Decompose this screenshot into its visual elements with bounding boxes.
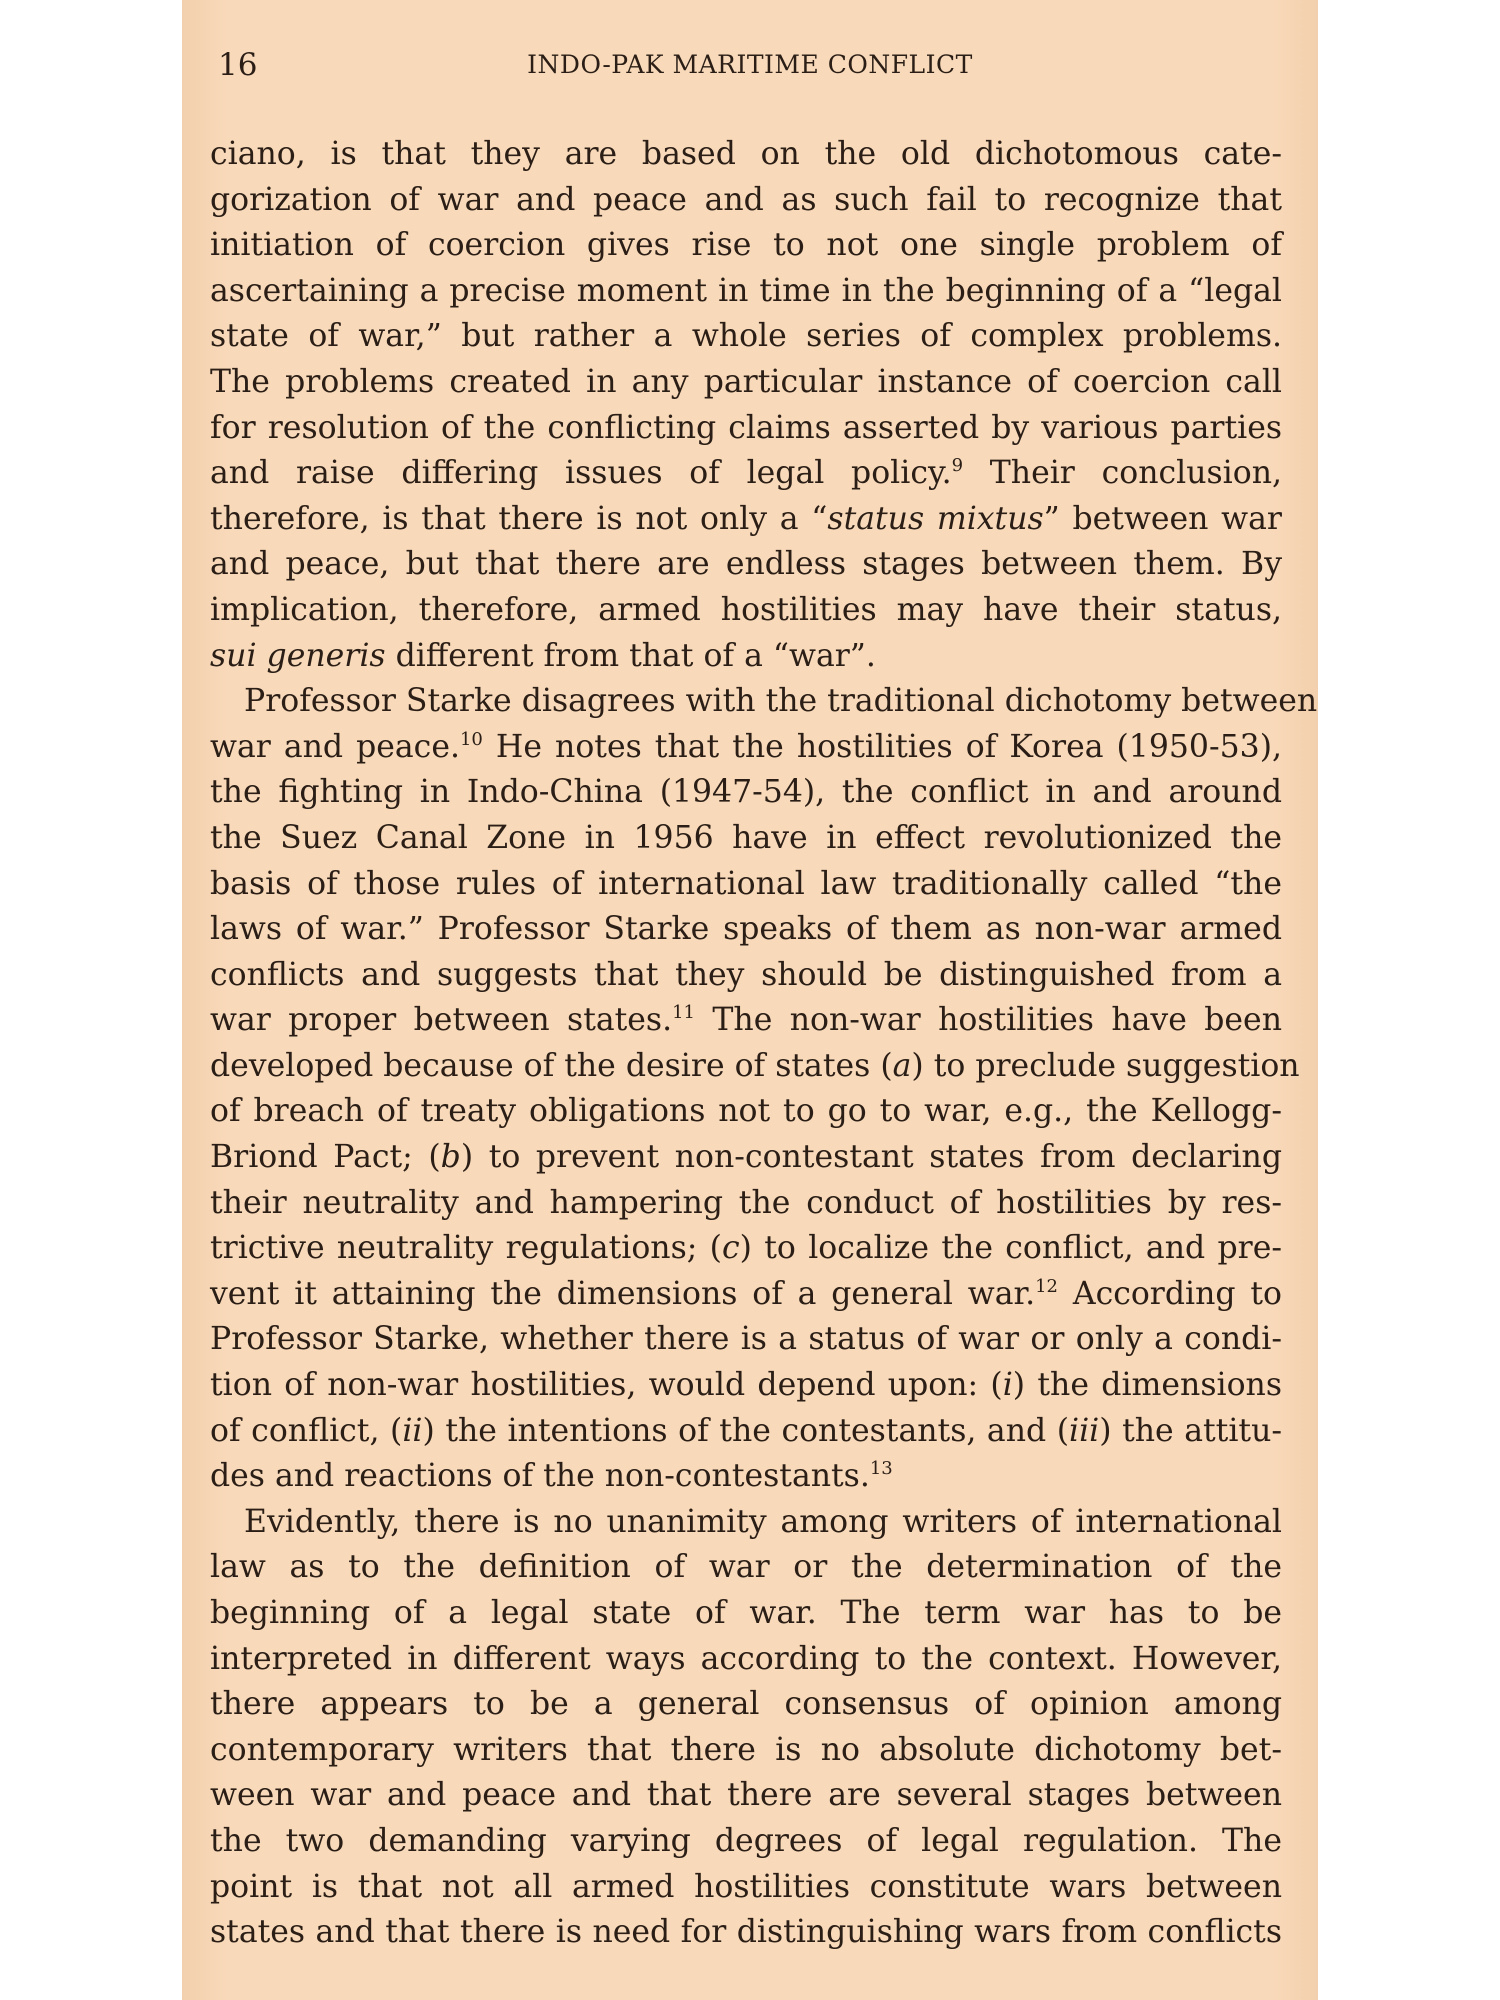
text-line: there appears to be a general consensus of opinion among (210, 1686, 1282, 1723)
text-line: Evidently, there is no unanimity among writers of international (244, 1503, 1282, 1540)
text-line: basis of those rules of international law traditionally called “the (210, 865, 1282, 902)
text-line: Professor Starke, whether there is a status of war or only a condi- (210, 1321, 1282, 1358)
text-line: vent it attaining the dimensions of a general war.$^{12}$ According to (210, 1275, 1282, 1312)
text-line: states and that there is need for distinguishing wars from conflicts (210, 1914, 1282, 1951)
text-line: conflicts and suggests that they should be distinguished from a (210, 956, 1282, 993)
paragraph-1 (210, 132, 1282, 679)
page-number: 16 (218, 47, 258, 83)
text-line: of conflict, (ii) the intentions of the contestants, and (iii) the attitu- (210, 1412, 1282, 1449)
book-page (182, 0, 1318, 2000)
text-line: tion of non-war hostilities, would depend upon: (i) the dimensions (210, 1367, 1282, 1404)
text-line: sui generis different from that of a “war”. (210, 637, 876, 674)
text-line: their neutrality and hampering the conduct of hostilities by res- (210, 1184, 1282, 1221)
body-text (210, 132, 1318, 1956)
text-line: the Suez Canal Zone in 1956 have in effect revolutionized the (210, 819, 1282, 856)
text-line: point is that not all armed hostilities constitute wars between (210, 1868, 1282, 1905)
text-line: therefore, is that there is not only a “status mixtus” between war (210, 500, 1282, 537)
page-header (218, 40, 1282, 90)
text-line: The problems created in any particular instance of coercion call (210, 363, 1282, 400)
text-line: contemporary writers that there is no absolute dichotomy bet- (210, 1731, 1282, 1768)
text-line: and raise differing issues of legal policy.$^9$ Their conclusion, (210, 455, 1283, 492)
text-line: ascertaining a precise moment in time in the beginning of a “legal (210, 272, 1282, 309)
text-line: war proper between states.$^{11}$ The non-war hostilities have been (210, 1002, 1282, 1039)
text-line: state of war,” but rather a whole series of complex problems. (210, 318, 1282, 355)
text-line: law as to the definition of war or the determination of the (210, 1549, 1282, 1586)
text-line: ciano, is that they are based on the old dichotomous cate- (210, 136, 1282, 172)
paragraph-2 (210, 679, 1318, 1500)
text-line: implication, therefore, armed hostilities may have their status, (210, 591, 1282, 628)
text-line: of breach of treaty obligations not to go to war, e.g., the Kellogg- (210, 1093, 1282, 1130)
text-line: the two demanding varying degrees of legal regulation. The (210, 1822, 1282, 1859)
running-head: INDO-PAK MARITIME CONFLICT (527, 50, 973, 79)
text-line: for resolution of the conflicting claims asserted by various parties (210, 409, 1282, 446)
text-line: developed because of the desire of states (a) to preclude suggestion (210, 1047, 1300, 1084)
text-line: and peace, but that there are endless stages between them. By (210, 546, 1282, 583)
text-line: initiation of coercion gives rise to not one single problem of (210, 227, 1282, 264)
text-line: Professor Starke disagrees with the traditional dichotomy between (244, 683, 1318, 720)
text-line: beginning of a legal state of war. The term war has to be (210, 1595, 1282, 1631)
text-line: ween war and peace and that there are several stages between (210, 1777, 1282, 1814)
text-line: trictive neutrality regulations; (c) to localize the conflict, and pre- (210, 1230, 1282, 1267)
text-line: Briond Pact; (b) to prevent non-contestant states from declaring (210, 1139, 1282, 1176)
text-line: war and peace.$^{10}$ He notes that the hostilities of Korea (1950-53), (210, 728, 1282, 765)
text-line: laws of war.” Professor Starke speaks of them as non-war armed (210, 911, 1282, 948)
text-line: interpreted in different ways according to the context. However, (210, 1640, 1282, 1677)
text-line: gorization of war and peace and as such fail to recognize that (210, 181, 1282, 218)
text-line: the fighting in Indo-China (1947-54), the conflict in and around (210, 774, 1282, 811)
paragraph-3 (210, 1500, 1282, 1956)
text-line: des and reactions of the non-contestants.$^{13}$ (210, 1458, 893, 1495)
